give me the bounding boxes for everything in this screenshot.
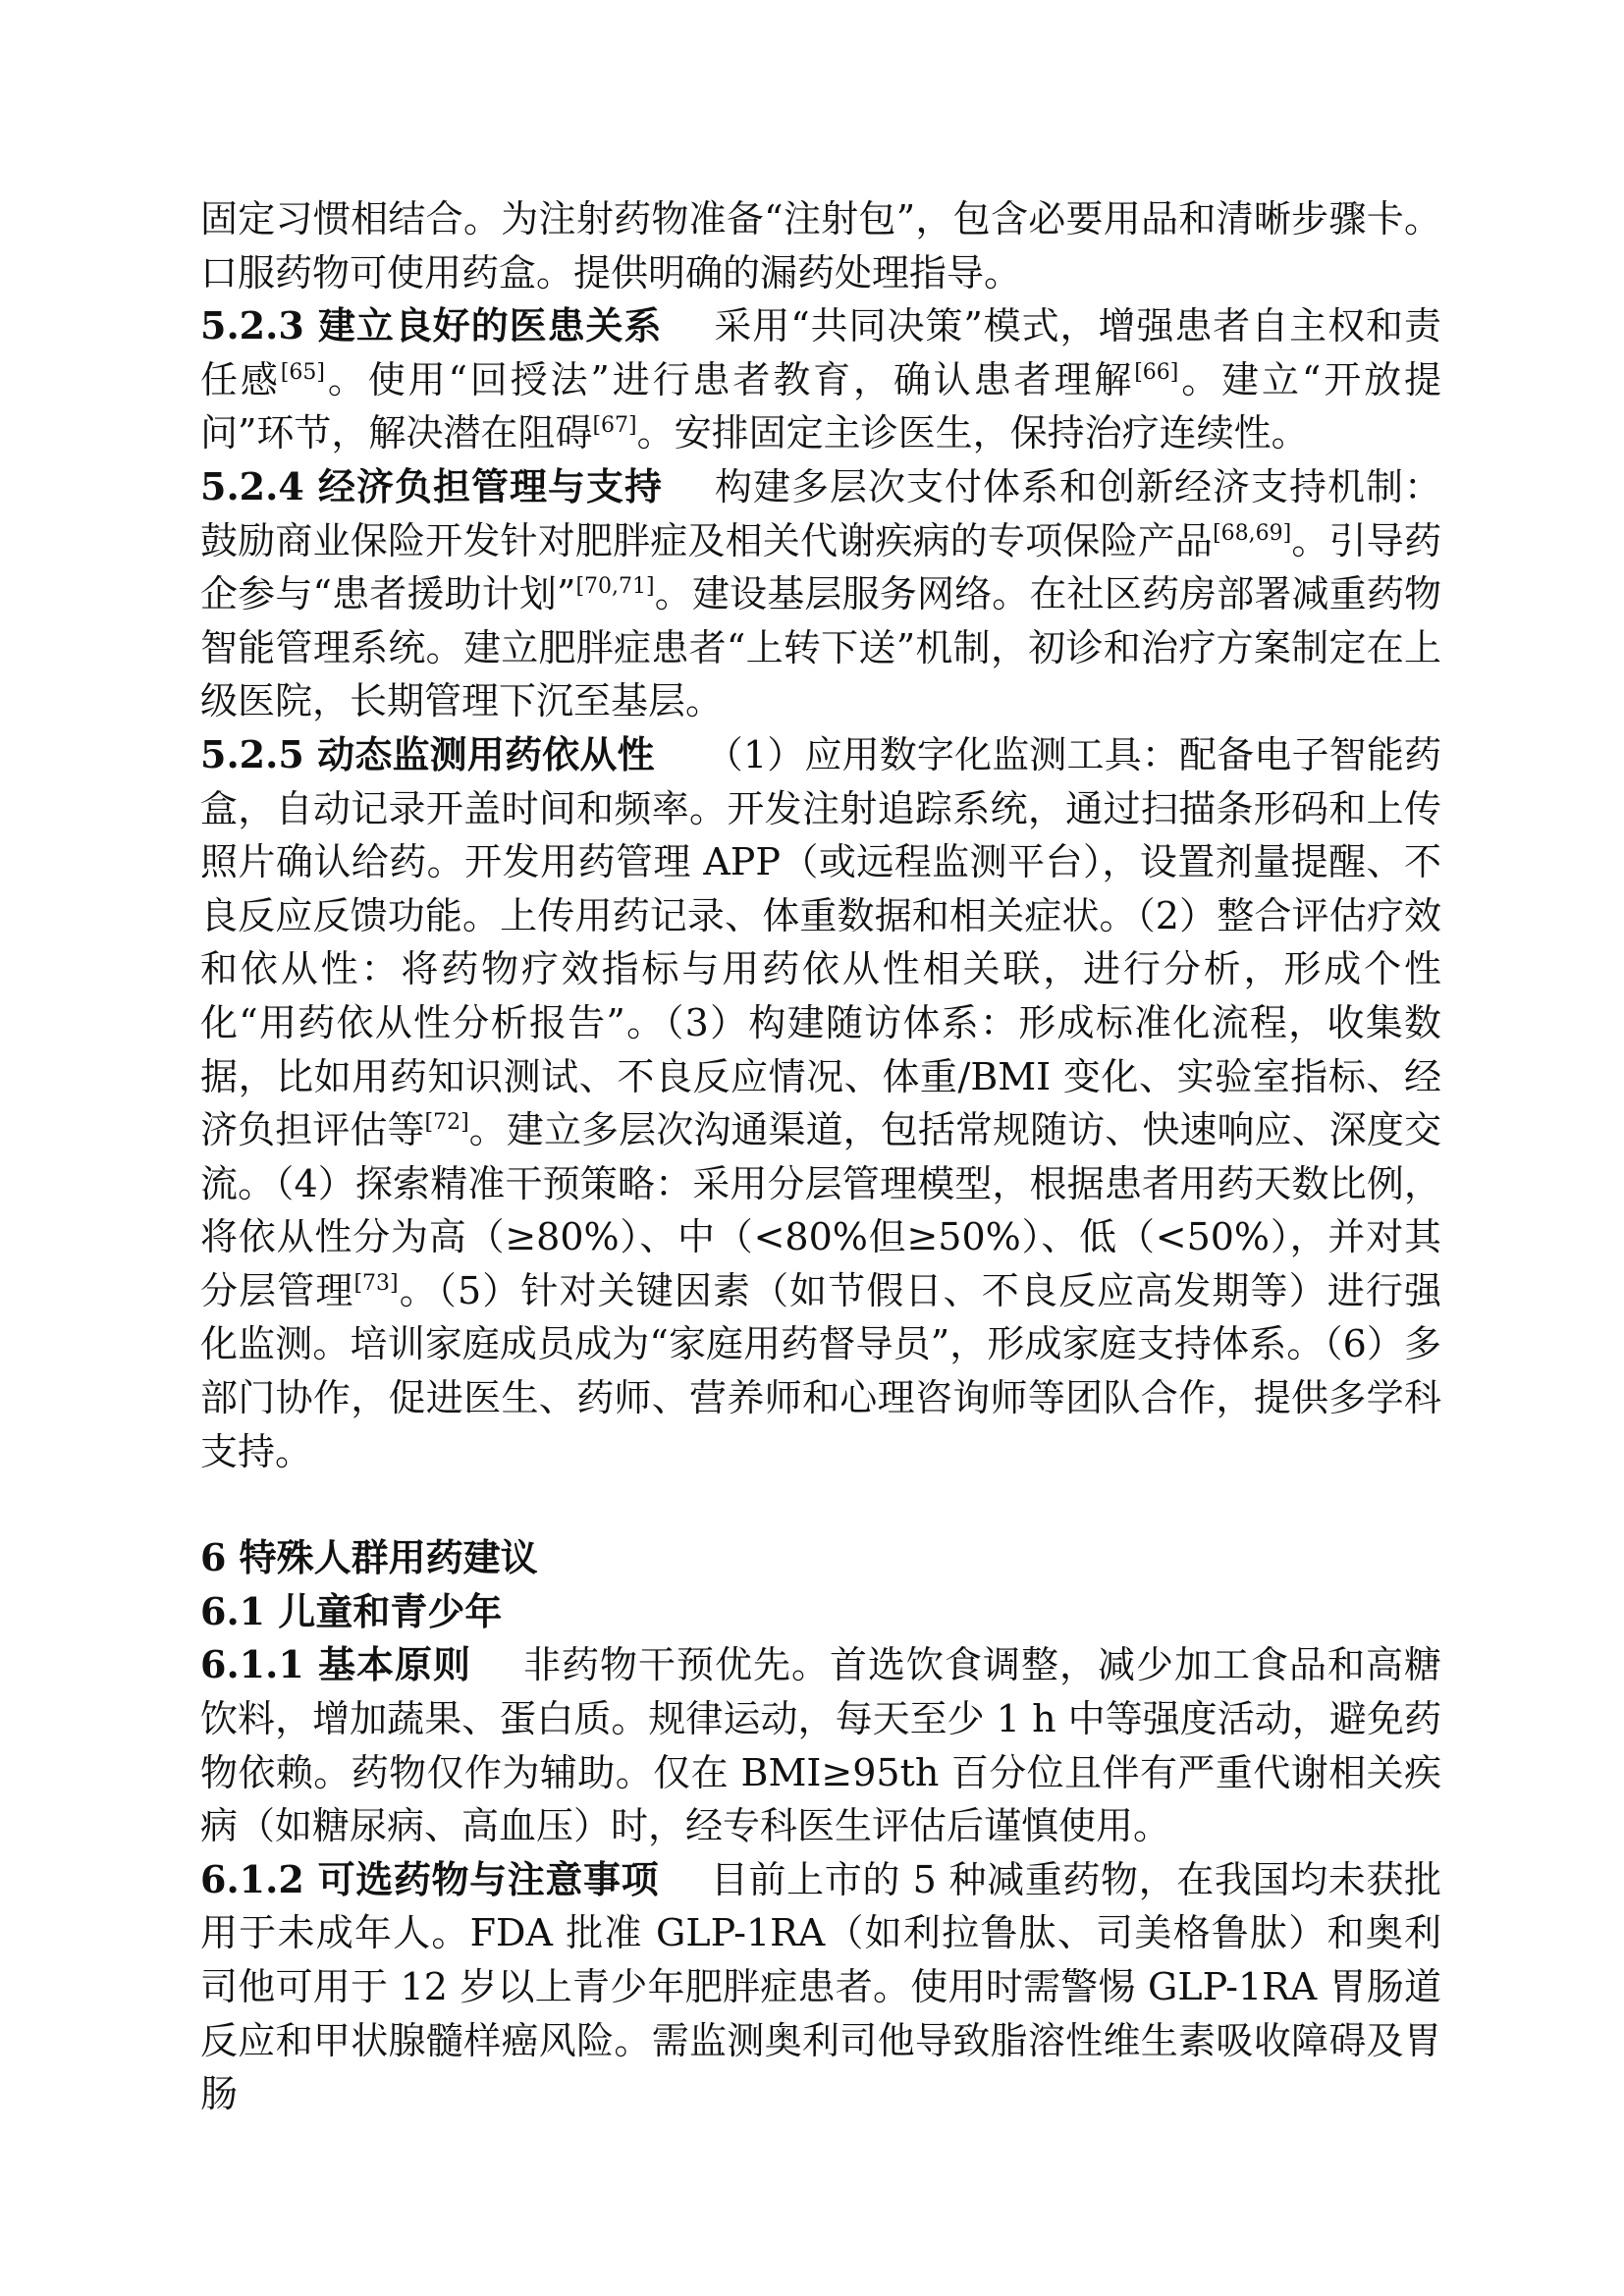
paragraph-text: 。建立“开放提问”环节，解决潜在阻碍 [200, 357, 1441, 455]
section-heading: 6.1.1 基本原则 [200, 1642, 472, 1687]
paragraph-text: 非药物干预优先。首选饮食调整，减少加工食品和高糖饮料，增加蔬果、蛋白质。规律运动，每天至少 1 h 中等强度活动，避免药物依赖。药物仅作为辅助。仅在 BMI≥95th 百分位且伴有严重代谢相关疾病（如糖尿病、高血压）时，经专科医生评估后谨慎使用。 [200, 1643, 1441, 1848]
citation: [68,69] [1213, 520, 1292, 546]
section-6-1-2 [200, 1853, 1441, 2121]
section-heading: 5.2.3 建立良好的医患关系 [200, 303, 663, 348]
paragraph-text: 构建多层次支付体系和创新经济支持机制：鼓励商业保险开发针对肥胖症及相关代谢疾病的专项保险产品 [200, 464, 1441, 562]
section-heading: 5.2.5 动态监测用药依从性 [200, 731, 655, 776]
paragraph-text: 。安排固定主诊医生，保持治疗连续性。 [636, 411, 1309, 455]
section-5-2-4 [200, 460, 1441, 728]
paragraph-text: 。引导药企参与“患者援助计划” [200, 518, 1441, 616]
citation: [72] [424, 1110, 469, 1136]
paragraph-text: （1）应用数字化监测工具：配备电子智能药盒，自动记录开盖时间和频率。开发注射追踪系统，通过扫描条形码和上传照片确认给药。开发用药管理 APP（或远程监测平台），设置剂量提醒、不良反应反馈功能。上传用药记录、体重数据和相关症状。（2）整合评估疗效和依从性：将药物疗效指标与用药依从性相关联，进行分析，形成个性化“用药依从性分析报告”。（3）构建随访体系：形成标准化流程，收集数据，比如用药知识测试、不良反应情况、体重/BMI 变化、实验室指标、经济负担评估等 [200, 732, 1442, 1152]
section-heading-6-1: 6.1 儿童和青少年 [200, 1588, 503, 1633]
paragraph-text: 。（5）针对关键因素（如节假日、不良反应高发期等）进行强化监测。培训家庭成员成为“家庭用药督导员”，形成家庭支持体系。（6）多部门协作，促进医生、药师、营养师和心理咨询师等团队合作，提供多学科支持。 [200, 1268, 1441, 1473]
section-heading: 6.1.2 可选药物与注意事项 [200, 1856, 660, 1901]
spacer [200, 1478, 1441, 1531]
citation: [66] [1134, 359, 1179, 385]
section-5-2-3 [200, 299, 1441, 460]
paragraph-continuation: 固定习惯相结合。为注射药物准备“注射包”，包含必要用品和清晰步骤卡。口服药物可使用药盒。提供明确的漏药处理指导。 [200, 197, 1441, 294]
section-6-1-1 [200, 1638, 1441, 1852]
paragraph-text: 目前上市的 5 种减重药物，在我国均未获批用于未成年人。FDA 批准 GLP-1RA（如利拉鲁肽、司美格鲁肽）和奥利司他可用于 12 岁以上青少年肥胖症患者。使用时需警惕 GLP-1RA 胃肠道反应和甲状腺髓样癌风险。需监测奥利司他导致脂溶性维生素吸收障碍及胃肠 [200, 1857, 1441, 2116]
chapter-heading: 6 特殊人群用药建议 [200, 1535, 538, 1580]
citation: [67] [592, 413, 637, 439]
paragraph-text: 。建立多层次沟通渠道，包括常规随访、快速响应、深度交流。（4）探索精准干预策略：采用分层管理模型，根据患者用药天数比例，将依从性分为高（≥80%）、中（<80%但≥50%）、低（<50%），并对其分层管理 [200, 1108, 1441, 1312]
citation: [70,71] [575, 574, 655, 600]
citation: [73] [353, 1270, 399, 1296]
section-heading: 5.2.4 经济负担管理与支持 [200, 463, 663, 508]
citation: [65] [280, 359, 325, 385]
paragraph-text: 。建设基层服务网络。在社区药房部署减重药物智能管理系统。建立肥胖症患者“上转下送”机制，初诊和治疗方案制定在上级医院，长期管理下沉至基层。 [200, 572, 1441, 723]
section-5-2-5 [200, 728, 1441, 1478]
paragraph-text: 。使用“回授法”进行患者教育，确认患者理解 [324, 357, 1135, 401]
document-page [200, 192, 1441, 2121]
paragraph-text: 采用“共同决策”模式，增强患者自主权和责任感 [200, 304, 1441, 401]
